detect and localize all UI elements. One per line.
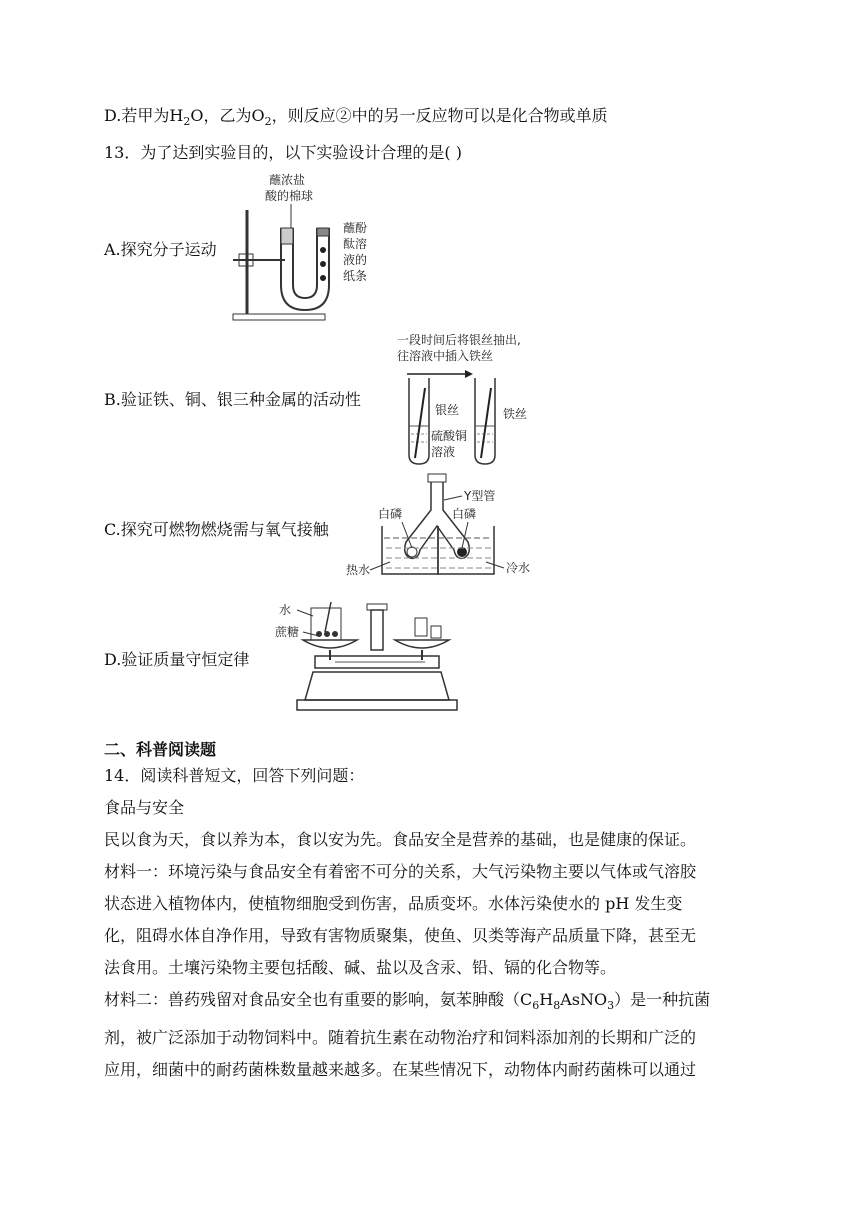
svg-text:铁丝: 铁丝 [503, 407, 528, 421]
svg-text:一段时间后将银丝抽出,: 一段时间后将银丝抽出, [397, 333, 521, 347]
q13-stem: 13．为了达到实验目的，以下实验设计合理的是( ) [104, 143, 462, 162]
svg-text:蘸浓盐: 蘸浓盐 [269, 173, 306, 187]
q14-paragraph-2-line-2: 状态进入植物体内，使植物细胞受到伤害，品质变坏。水体污染使水的 pH 发生变 [104, 894, 683, 913]
svg-text:酸的棉球: 酸的棉球 [265, 189, 314, 203]
svg-text:蘸酚: 蘸酚 [343, 221, 368, 235]
figure-metal-activity [395, 330, 555, 470]
section-heading: 二、科普阅读题 [104, 740, 217, 759]
svg-text:白磷: 白磷 [452, 507, 477, 521]
svg-text:纸条: 纸条 [343, 269, 368, 283]
q14-paragraph-1: 民以食为天，食以养为本，食以安为先。食品安全是营养的基础，也是健康的保证。 [104, 830, 697, 849]
q14-paragraph-3-line-1: 材料二：兽药残留对食品安全也有重要的影响，氨苯胂酸$(C_6H_8AsNO_3)$是一种抗菌 [104, 990, 711, 1013]
q12-option-d: D.若甲为$H_2O$，乙为$O_2$，则反应②中的另一反应物可以是化合物或单质 [104, 106, 608, 129]
svg-text:酞溶: 酞溶 [343, 237, 368, 251]
svg-text:液的: 液的 [343, 253, 368, 267]
q14-paragraph-3-line-3: 应用，细菌中的耐药菌株数量越来越多。在某些情况下，动物体内耐药菌株可以通过 [104, 1060, 697, 1080]
q14-paragraph-2-line-1: 材料一：环境污染与食品安全有着密不可分的关系，大气污染物主要以气体或气溶胶 [104, 862, 697, 881]
q14-paragraph-2-line-4: 法食用。土壤污染物主要包括酸、碱、盐以及含汞、铅、镉的化合物等。 [104, 958, 617, 977]
svg-text:白磷: 白磷 [378, 507, 403, 521]
q13-option-d: D.验证质量守恒定律 [104, 650, 250, 669]
q14-paragraph-2-line-3: 化，阻碍水体自净作用，导致有害物质聚集，使鱼、贝类等海产品质量下降，甚至无 [104, 926, 697, 945]
svg-text:水: 水 [279, 603, 292, 617]
svg-text:Y型管: Y型管 [464, 489, 496, 503]
svg-text:蔗糖: 蔗糖 [275, 625, 300, 639]
svg-text:溶液: 溶液 [431, 445, 456, 459]
svg-text:热水: 热水 [346, 563, 371, 577]
q14-stem: 14．阅读科普短文，回答下列问题： [104, 766, 365, 785]
q14-title: 食品与安全 [104, 798, 185, 817]
formula-arsanilic-acid: $C_6H_8AsNO_3$ [520, 990, 615, 1013]
svg-text:银丝: 银丝 [435, 403, 460, 417]
figure-combustion-oxygen [340, 470, 540, 580]
figure-molecule-motion [225, 170, 385, 330]
svg-text:冷水: 冷水 [506, 561, 531, 575]
svg-text:硫酸铜: 硫酸铜 [431, 429, 468, 443]
q14-body [104, 760, 754, 1086]
q13-option-c: C.探究可燃物燃烧需与氧气接触 [104, 520, 329, 539]
svg-text:往溶液中插入铁丝: 往溶液中插入铁丝 [397, 349, 494, 363]
q13-option-a: A.探究分子运动 [104, 240, 217, 259]
q14-paragraph-3-line-2: 剂，被广泛添加于动物饲料中。随着抗生素在动物治疗和饲料添加剂的长期和广泛的 [104, 1028, 697, 1048]
formula-h2o: $H_2O$ [169, 106, 204, 129]
formula-o2: $O_2$ [251, 106, 272, 129]
q13-option-b: B.验证铁、铜、银三种金属的活动性 [104, 390, 361, 409]
figure-mass-conservation [275, 596, 475, 722]
